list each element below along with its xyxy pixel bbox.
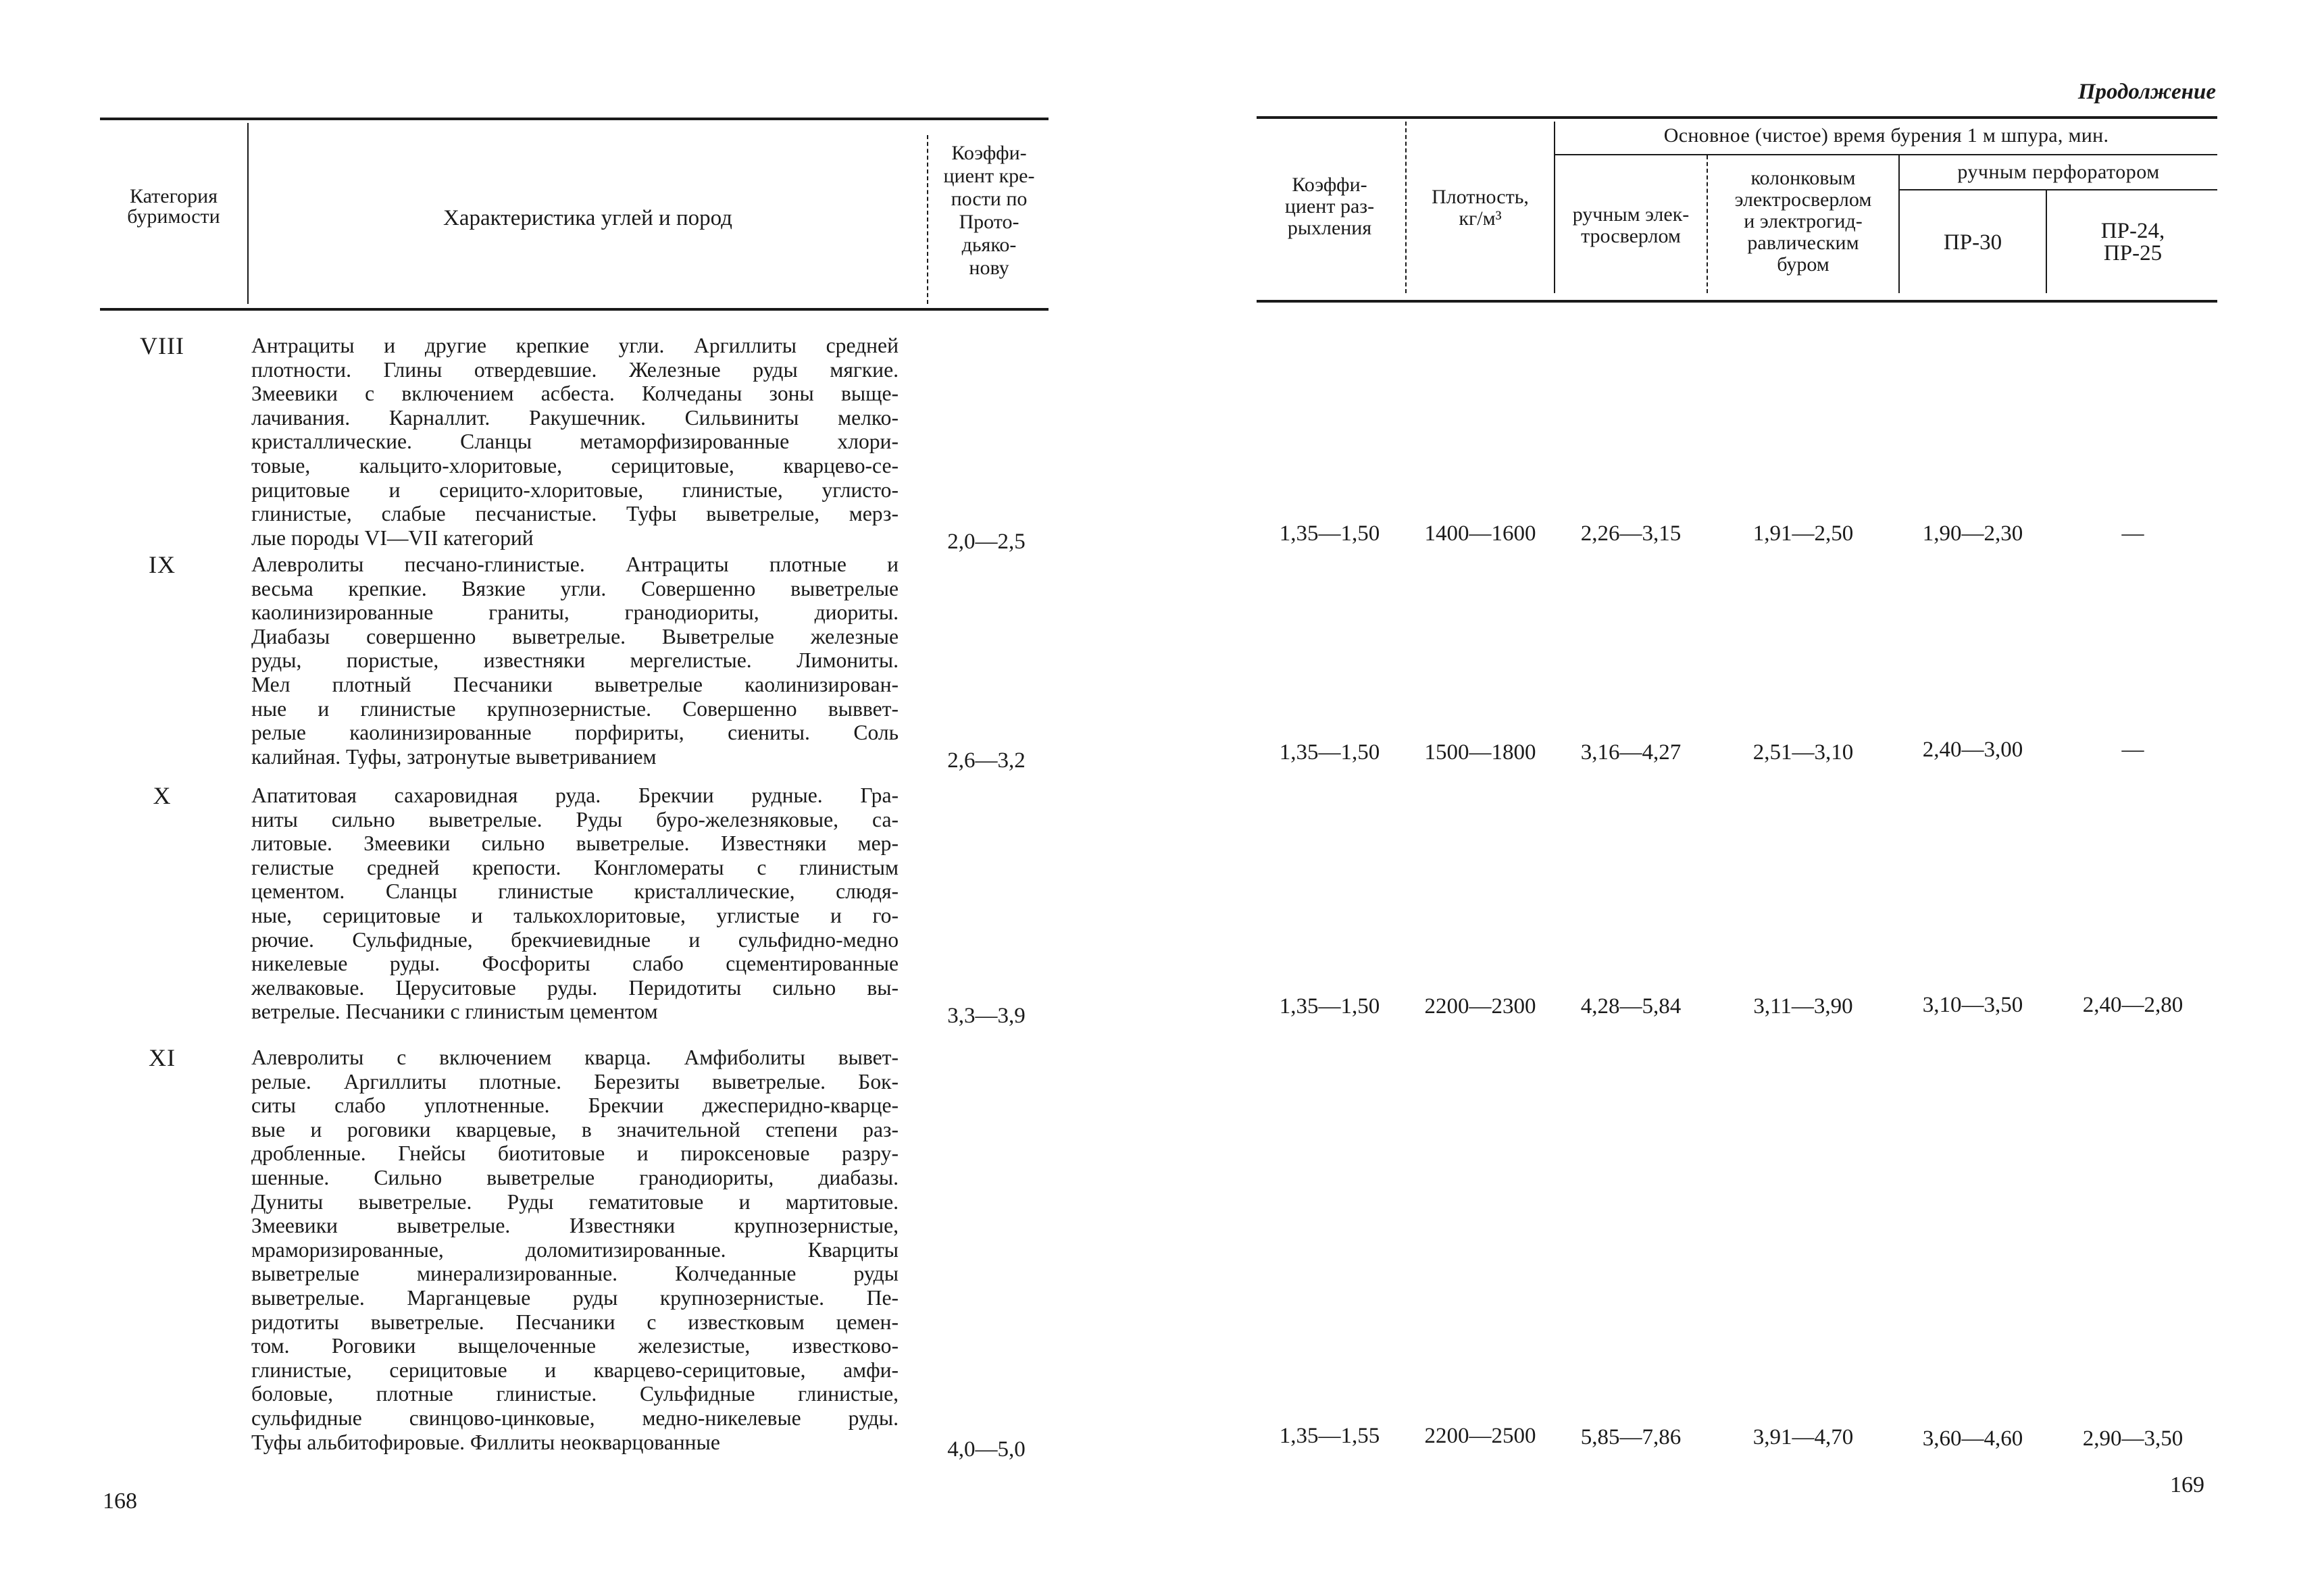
cell-pr24: — — [2121, 521, 2144, 546]
page-number: 168 — [103, 1489, 137, 1514]
cell-column-drill: 2,51—3,10 — [1752, 740, 1854, 765]
row-description: Алевролиты песчано-глинистые. Антрациты плотные и весьма крепкие. Вязкие угли. Совершенно выветрелые каолинизированные граниты, гранодиориты, диориты. Диабазы совершенно выветрелые. Выветрелые железные руды, пористые, известняки мергелистые. Лимониты. Мел плотный Песчаники выветрелые каолинизирован- ные и глинистые крупнозернистые. Совершенно выввет- релые каолинизированные порфириты, сиениты. Соль калийная. Туфы, затронутые выветриванием — [251, 552, 899, 769]
cell-loosening: 1,35—1,55 — [1279, 1424, 1380, 1448]
header-pr24: ПР-24, ПР-25 — [2100, 219, 2165, 265]
cell-pr30: 2,40—3,00 — [1922, 738, 2023, 762]
cell-loosening: 1,35—1,50 — [1279, 521, 1380, 546]
row-strength-coefficient: 3,3—3,9 — [947, 1004, 1026, 1028]
header-divider — [2046, 190, 2047, 293]
cell-pr30: 3,10—3,50 — [1922, 993, 2023, 1017]
cell-density: 1400—1600 — [1424, 521, 1536, 546]
header-divider — [1898, 155, 1900, 293]
row-description: Апатитовая сахаровидная руда. Брекчии рудные. Гра- ниты сильно выветрелые. Руды буро-железняковые, са- литовые. Змеевики сильно выветрелые. Известняки мер- гелистые средней крепости. Конгломераты с глинистым цементом. Сланцы глинистые кристаллические, слюдя- ные, серицитовые и талькохлоритовые, углистые и го- рючие. Сульфидные, брекчиевидные и сульфидно-медно никелевые руды. Фосфориты слабо сцементированные желваковые. Церуситовые руды. Перидотиты сильно вы- ветрелые. Песчаники с глинистым цементом — [251, 783, 899, 1024]
row-category: IX — [149, 551, 176, 578]
row-category: XI — [149, 1044, 176, 1071]
header-divider — [247, 123, 249, 304]
continuation-label: Продолжение — [2077, 80, 2216, 104]
header-characteristic: Характеристика углей и пород — [443, 206, 732, 230]
cell-hand-electrodrill: 2,26—3,15 — [1580, 521, 1682, 546]
cell-density: 2200—2500 — [1424, 1424, 1536, 1448]
cell-pr30: 1,90—2,30 — [1922, 521, 2023, 546]
header-density: Плотность, кг/м³ — [1432, 186, 1529, 230]
table-top-rule — [100, 118, 1049, 120]
cell-density: 1500—1800 — [1424, 740, 1536, 765]
right-page — [1148, 0, 2297, 1596]
cell-pr24: 2,40—2,80 — [2082, 993, 2184, 1017]
cell-hand-electrodrill: 4,28—5,84 — [1580, 994, 1682, 1019]
header-strength-coefficient: Коэффи- циент кре- пости по Прото- дьяко- нову — [943, 142, 1035, 279]
header-column-drill: колонковым электросверлом и электрогид- равлическим буром — [1734, 167, 1872, 276]
cell-pr24: — — [2121, 738, 2144, 762]
row-strength-coefficient: 2,0—2,5 — [947, 530, 1026, 554]
header-pr30: ПР-30 — [1943, 230, 2002, 255]
header-divider — [1405, 122, 1407, 293]
row-description: Антрациты и другие крепкие угли. Аргиллиты средней плотности. Глины отвердевшие. Железные руды мягкие. Змеевики с включением асбеста. Колчеданы зоны выще- лачивания. Карналлит. Ракушечник. Сильвиниты мелко- кристаллические. Сланцы метаморфизированные хлори- товые, кальцито-хлоритовые, серицитовые, кварцево-се- рицитовые и серицито-хлоритовые, глинистые, углисто- глинистые, слабые песчанистые. Туфы выветрелые, мерз- лые породы VI—VII категорий — [251, 334, 899, 550]
header-loosening: Коэффи- циент раз- рыхления — [1284, 174, 1375, 239]
header-perforator-group: ручным перфоратором — [1957, 161, 2160, 183]
cell-loosening: 1,35—1,50 — [1279, 994, 1380, 1019]
cell-column-drill: 1,91—2,50 — [1752, 521, 1854, 546]
row-category: VIII — [140, 332, 184, 359]
page-number: 169 — [2170, 1472, 2204, 1497]
row-description: Алевролиты с включением кварца. Амфиболиты вывет- релые. Аргиллиты плотные. Березиты выветрелые. Бок- ситы слабо уплотненные. Брекчии джесперидно-кварце- вые и роговики кварцевые, в значительной степени раз- дробленные. Гнейсы биотитовые и пироксеновые разру- шенные. Сильно выветрелые гранодиориты, диабазы. Дуниты выветрелые. Руды гематитовые и мартитовые. Змеевики выветрелые. Известняки крупнозернистые, мраморизированные, доломитизированные. Кварциты выветрелые минерализированные. Колчеданные руды выветрелые. Марганцевые руды крупнозернистые. Пе- ридотиты выветрелые. Песчаники с известковым цемен- том. Роговики выщелоченные железистые, известково- глинистые, серицитовые и кварцево-серицитовые, амфи- боловые, плотные глинистые. Сульфидные глинистые, сульфидные свинцово-цинковые, медно-никелевые руды. Туфы альбитофировые. Филлиты неокварцованные — [251, 1046, 899, 1454]
cell-column-drill: 3,91—4,70 — [1752, 1425, 1854, 1449]
cell-hand-electrodrill: 3,16—4,27 — [1580, 740, 1682, 765]
row-category: X — [153, 782, 172, 809]
cell-hand-electrodrill: 5,85—7,86 — [1580, 1425, 1682, 1449]
header-subrule — [1900, 189, 2217, 190]
cell-column-drill: 3,11—3,90 — [1753, 994, 1853, 1019]
cell-pr30: 3,60—4,60 — [1922, 1426, 2023, 1451]
left-page — [0, 0, 1148, 1596]
cell-pr24: 2,90—3,50 — [2082, 1426, 2184, 1451]
row-strength-coefficient: 4,0—5,0 — [947, 1437, 1026, 1462]
header-divider — [1707, 155, 1708, 293]
header-time-group: Основное (чистое) время бурения 1 м шпура, мин. — [1663, 124, 2109, 147]
header-category: Категория буримости — [127, 185, 220, 228]
header-bottom-rule — [100, 308, 1049, 311]
cell-loosening: 1,35—1,50 — [1279, 740, 1380, 765]
row-strength-coefficient: 2,6—3,2 — [947, 748, 1026, 773]
header-divider — [927, 135, 928, 304]
header-divider — [1554, 122, 1555, 293]
header-hand-electrodrill: ручным элек- тросверлом — [1572, 203, 1690, 247]
table-top-rule — [1257, 116, 2217, 119]
header-bottom-rule — [1257, 300, 2217, 303]
cell-density: 2200—2300 — [1424, 994, 1536, 1019]
header-subrule — [1555, 154, 2217, 155]
